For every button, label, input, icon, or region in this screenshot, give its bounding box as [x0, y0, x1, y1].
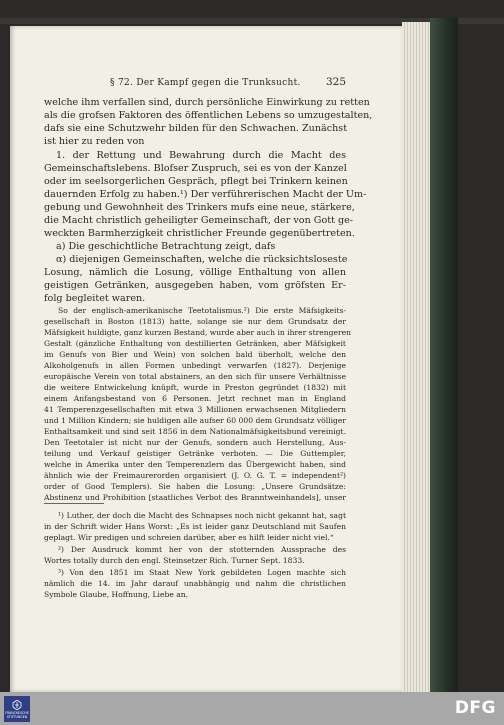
small-print-line: welche in Amerika unter den Temperenzlern das Übergewicht haben, sind: [44, 460, 346, 469]
page-edges: [402, 22, 430, 692]
text-line: geistigen Getränken, ausgegeben haben, vom gröfsten Er-: [44, 280, 346, 291]
footnote-line: Symbole Glaube, Hoffnung, Liebe an.: [44, 590, 189, 599]
small-print-line: teilung und Verkauf geistiger Getränke verboten. — Die Guttempler,: [44, 449, 346, 458]
viewer-footer-bar: [0, 692, 504, 725]
logo-caption: [4, 712, 30, 719]
running-header: [44, 76, 346, 92]
logo-text-line-1: FRANCKESCHE: [5, 711, 29, 715]
footnote-line: ¹) Luther, der doch die Macht des Schnapses noch nicht gekannt hat, sagt: [58, 511, 346, 520]
small-print-line: europäische Verein von total abstainers, an den sich für unsere Verhältnisse: [44, 372, 346, 381]
small-print-line: ähnlich wie der Freimaurerorden organisiert (J. O. G. T. = independent²): [44, 471, 346, 480]
text-line: α) diejenigen Gemeinschaften, welche die rücksichtsloseste: [56, 254, 348, 265]
text-line: als die grofsen Faktoren des öffentlichen Lebens so umzugestalten,: [44, 110, 373, 121]
small-print-line: Alkoholgenufs in allen Formen unbedingt verwarfen (1827). Derjenige: [44, 361, 346, 370]
footnote-line: in der Schrift wider Hans Worst: „Es ist leider ganz Deutschland mit Saufen: [44, 522, 346, 531]
text-line: 1. der Rettung und Bewahrung durch die Macht des: [56, 150, 346, 161]
small-print-line: die weitere Entwickelung knüpft, wurde in Preston gegründet (1832) mit: [44, 383, 346, 392]
running-title: § 72. Der Kampf gegen die Trunksucht.: [110, 78, 301, 88]
small-print-line: im Genufs von Bier und Wein) von solchen bald überholt, welche den: [44, 350, 346, 359]
text-line: dauernden Erfolg zu haben.¹) Der verführerischen Macht der Um-: [44, 189, 367, 200]
small-print-line: Abstinenz und Prohibition [staatliches Verbot des Branntweinhandels], unser: [44, 493, 346, 502]
book-cover-spine: [430, 18, 458, 692]
crest-icon: [12, 700, 22, 710]
footnote-line: ²) Der Ausdruck kommt her von der stotternden Aussprache des: [58, 545, 346, 554]
footnote-line: geplagt. Wir predigen und schreien darüber, aber es hilft leider nicht viel.“: [44, 533, 334, 542]
footnote-line: nämlich die 14. im Jahr darauf unabhängig und nahm die christlichen: [44, 579, 346, 588]
text-line: Losung, nämlich die Losung, völlige Enthaltung von allen: [44, 267, 346, 278]
small-print-line: Mäfsigkeit huldigte, ganz kurzen Bestand, wurde aber auch in ihrer strengeren: [44, 328, 352, 337]
small-print-line: einem Anfangsbestand von 6 Personen. Jetzt rechnet man in England: [44, 394, 346, 403]
small-print-line: So der englisch-amerikanische Teetotalismus.²) Die erste Mäfsigkeits-: [58, 306, 346, 315]
text-line: Gemeinschaftslebens. Blofser Zuspruch, sei es von der Kanzel: [44, 163, 347, 174]
text-line: oder im seelsorgerlichen Gespräch, pflegt bei Trinkern keinen: [44, 176, 348, 187]
small-print-line: und 1 Million Kindern; sie huldigen alle aufser 60 000 dem Grundsatz völliger: [44, 416, 346, 425]
page-number: 325: [325, 76, 346, 88]
text-line: die Macht christlich geheiligter Gemeinschaft, der von Gott ge-: [44, 215, 354, 226]
small-print-line: 41 Temperenzgesellschaften mit etwa 3 Millionen erwachsenen Mitgliedern: [44, 405, 346, 414]
footnote-line: Wortes totally durch den engl. Steinsetzer Rich. Turner Sept. 1833.: [44, 556, 305, 565]
text-line: gebung und Gewohnheit des Trinkers mufs eine neue, stärkere,: [44, 202, 355, 213]
text-line: welche ihm verfallen sind, durch persönliche Einwirkung zu retten: [44, 97, 370, 108]
logo-text-line-2: STIFTUNGEN: [6, 714, 28, 719]
footnote-rule: [44, 503, 104, 504]
text-line: folg begleitet waren.: [44, 293, 146, 304]
small-print-line: Gestalt (gänzliche Enthaltung von destillierten Getränken, aber Mäfsigkeit: [44, 339, 346, 348]
small-print-line: Den Teetotaler ist nicht nur der Genufs, sondern auch Herstellung, Aus-: [44, 438, 346, 447]
text-line: a) Die geschichtliche Betrachtung zeigt, dafs: [56, 241, 276, 252]
footnote-line: ³) Von den 1851 im Staat New York gebildeten Logen machte sich: [58, 568, 346, 577]
dfg-logo[interactable]: DFG: [454, 698, 496, 718]
small-print-line: gesellschaft in Boston (1813) hatte, solange sie nur dem Grundsatz der: [44, 317, 346, 326]
text-line: dafs sie eine Schutzwehr bilden für den Schwachen. Zunächst: [44, 123, 348, 134]
text-line: ist hier zu reden von: [44, 136, 145, 147]
franckesche-stiftungen-logo[interactable]: [4, 696, 30, 722]
small-print-line: Enthaltsamkeit und sind seit 1856 in dem Nationalmäfsigkeitsbund vereinigt.: [44, 427, 346, 436]
small-print-line: order of Good Templers). Sie haben die Losung: „Unsere Grundsätze:: [44, 482, 346, 491]
text-line: weckten Barmherzigkeit christlicher Freunde gegenübertreten.: [44, 228, 355, 239]
